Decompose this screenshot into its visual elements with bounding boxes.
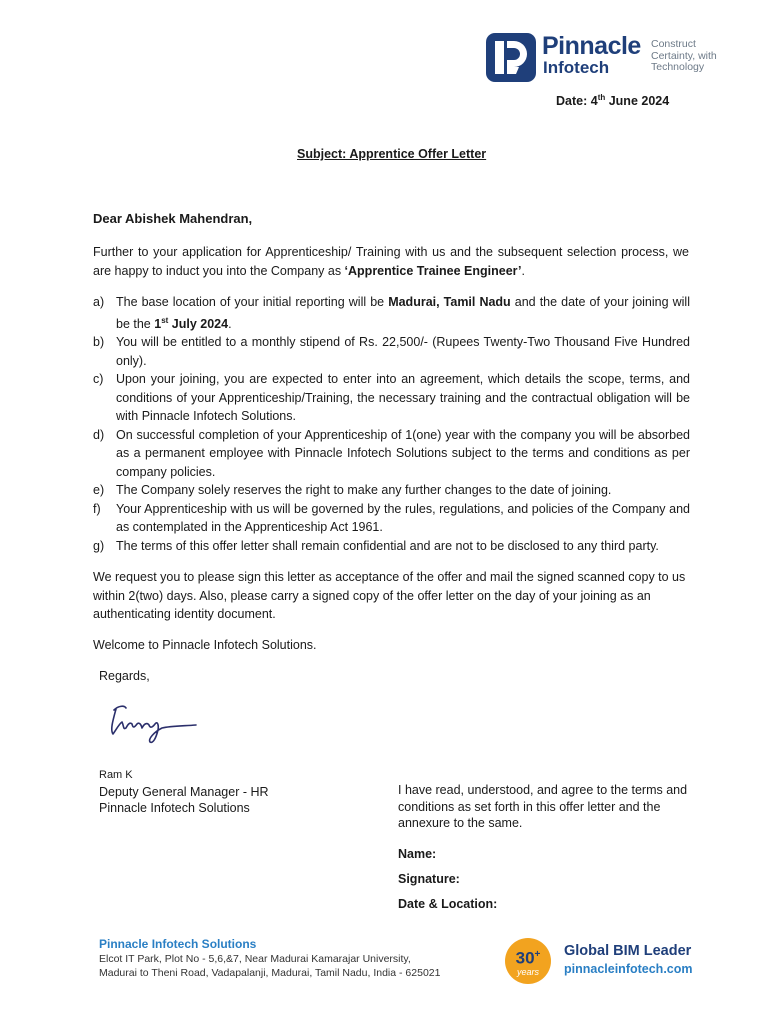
brand-name: Pinnacle [542,32,641,60]
acknowledgement-text: I have read, understood, and agree to the terms and conditions as set forth in this offer letter and the annexure to the same. [398,783,688,830]
clause-location: a) The base location of your initial reporting will be Madurai, Tamil Nadu and the date of your joining will be the 1st July 2024. [93,295,690,331]
handwritten-signature [104,700,200,755]
clause-governance: f) Your Apprenticeship with us will be governed by the rules, regulations, and policies of the Company and as contemplated in the Apprenticeship Act 1961. [93,501,690,535]
letter-subject: Subject: Apprentice Offer Letter [297,147,487,161]
footer-address: Elcot IT Park, Plot No - 5,6,&7, Near Madurai Kamarajar University, Madurai to Theni Road, Vadapalanji, Madurai, Tamil Nadu, India - 625021 [99,953,441,979]
request-paragraph: We request you to please sign this letter as acceptance of the offer and mail the signed scanned copy to us within 2(two) days. Also, please carry a signed copy of the offer letter on the day of your joining as an authenticating identity document. [93,570,686,621]
offer-clauses [93,293,690,555]
salutation: Dear Abishek Mahendran, [93,211,253,226]
brand-tagline: Construct Certainty, with Technology [651,38,717,73]
signer-company: Pinnacle Infotech Solutions [99,801,250,815]
pinnacle-logo-icon [486,33,536,82]
name-field-label: Name: [398,847,437,861]
regards-line: Regards, [99,669,150,683]
clause-agreement: c) Upon your joining, you are expected to enter into an agreement, which details the scope, terms, and conditions of your Apprenticeship/Training, the necessary training and the contractual obligation will be with Pinnacle Infotech Solutions. [93,372,690,424]
clause-absorption: d) On successful completion of your Apprenticeship of 1(one) year with the company you will be absorbed as a permanent employee with Pinnacle Infotech Solutions subject to the terms and conditions as per company policies. [93,427,690,479]
footer-company: Pinnacle Infotech Solutions [99,937,257,951]
welcome-line: Welcome to Pinnacle Infotech Solutions. [93,638,317,652]
letter-date: Date: 4th June 2024 [556,93,670,109]
intro-paragraph: Further to your application for Apprenticeship/ Training with us and the subsequent selection process, we are happy to induct you into the Company as ‘Apprentice Trainee Engineer’. [93,245,689,278]
date-location-field-label: Date & Location: [398,897,498,911]
signer-block [99,767,269,817]
footer-leader-text: Global BIM Leader [564,943,692,959]
thirty-years-badge: 30+ years [505,938,551,984]
clause-stipend: b) You will be entitled to a monthly stipend of Rs. 22,500/- (Rupees Twenty-Two Thousand Five Hundred only). [93,335,690,368]
clause-changes: e) The Company solely reserves the right to make any further changes to the date of joining. [93,483,612,498]
brand-subname: Infotech [543,58,610,77]
footer-website-link[interactable]: pinnacleinfotech.com [564,962,693,976]
clause-confidentiality: g) The terms of this offer letter shall remain confidential and are not to be disclosed to any third party. [93,538,659,553]
signer-title: Deputy General Manager - HR [99,784,269,799]
signer-name: Ram K [99,769,133,781]
signature-field-label: Signature: [398,872,460,886]
